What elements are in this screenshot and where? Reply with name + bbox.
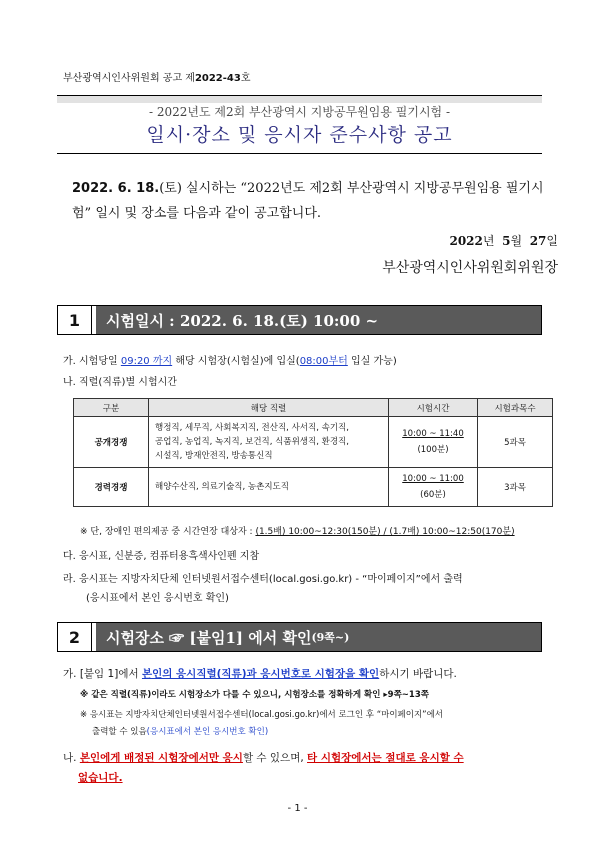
intro-day: (토) [159, 181, 182, 196]
intro-text: 실시하는 “2022년도 제2회 부산광역시 지방공무원임용 필기시험” 일시 및 장소를 다음과 같이 공고합니다. [72, 181, 544, 221]
row1-time-range: 10:00 ~ 11:40 [402, 429, 464, 439]
s1-note-prefix: ※ 단, 장애인 편의제공 중 시간연장 대상자 : [80, 527, 256, 537]
row2-duration: (60분) [420, 490, 446, 500]
s1-note [80, 524, 515, 537]
s1-item-ra-1: 라. 응시표는 지방자치단체 인터넷원서접수센터(local.gosi.go.kr) - “마이페이지”에서 출력 [63, 574, 463, 585]
s1-ga-time2: 08:00부터 [299, 356, 348, 367]
section2-heading [96, 623, 541, 651]
page-title: 일시·장소 및 응시자 준수사항 공고 [146, 124, 453, 146]
date-year-unit: 년 [482, 234, 495, 248]
s2-na-mid: 할 수 있으며, [242, 752, 308, 764]
page-number: - 1 - [287, 803, 308, 814]
s2-note2-prefix: 출력할 수 있음 [92, 727, 147, 737]
s2-na-red2: 타 시험장에서는 절대로 응시할 수 [307, 752, 464, 764]
row2-time [389, 468, 478, 507]
s2-heading-b: [붙임1] 에서 확인 [189, 628, 312, 647]
s1-note-detail: (1.5배) 10:00~12:30(150분) / (1.7배) 10:00~12:50(170분) [255, 527, 515, 537]
row2-jobs [149, 468, 389, 507]
signatory: 부산광역시인사위원회위원장 [382, 260, 558, 276]
s2-na-red1: 본인에게 배정된 시험장에서만 응시 [79, 752, 243, 764]
notice-suffix: 호 [240, 73, 251, 84]
th-subjects: 시험과목수 [478, 399, 553, 417]
date-month: 5 [502, 234, 511, 248]
s1-item-na: 나. 직렬(직류)별 시험시간 [63, 377, 177, 388]
table-header-row [74, 399, 553, 417]
s1-ga-suffix: 입실 가능) [347, 356, 397, 367]
row1-jobs-line1: 행정직, 세무직, 사회복지직, 전산직, 사서직, 속기직, [155, 423, 349, 433]
row1-category: 공개경쟁 [74, 417, 149, 468]
s2-note2-emph: (응시표에서 본인 응시번호 확인) [146, 727, 269, 737]
intro-paragraph [72, 176, 552, 226]
s1-item-ra-2: (응시표에서 본인 응시번호 확인) [86, 593, 229, 604]
row2-time-range: 10:00 ~ 11:00 [402, 474, 464, 484]
row1-time [389, 417, 478, 468]
s2-ga-suffix: 하시기 바랍니다. [379, 668, 457, 680]
s2-na-prefix: 나. [63, 752, 80, 764]
title-shade [57, 96, 542, 103]
th-time: 시험시간 [389, 399, 478, 417]
row2-subjects: 3과목 [478, 468, 553, 507]
row2-category: 경력경쟁 [74, 468, 149, 507]
th-category: 구분 [74, 399, 149, 417]
title-box [57, 95, 542, 154]
announce-date [449, 232, 558, 249]
section1-heading: 시험일시 : 2022. 6. 18.(토) 10:00 ~ [96, 306, 541, 334]
exam-schedule-table [73, 398, 553, 507]
row1-subjects: 5과목 [478, 417, 553, 468]
subtitle: - 2022년도 제2회 부산광역시 지방공무원임용 필기시험 - [148, 105, 450, 119]
s1-item-da: 다. 응시표, 신분증, 컴퓨터용흑색사인펜 지참 [63, 551, 260, 562]
section1-header [57, 305, 542, 335]
row1-jobs-line3: 시설직, 방재안전직, 방송통신직 [155, 451, 273, 461]
intro-date: 2022. 6. 18. [72, 181, 160, 196]
row1-duration: (100분) [417, 445, 449, 455]
date-year: 2022 [449, 234, 483, 248]
row1-jobs [149, 417, 389, 468]
s2-note2-line1: ※ 응시표는 지방자치단체인터넷원서접수센터(local.gosi.go.kr)에서 로그인 후 “마이페이지”에서 [80, 710, 443, 720]
date-day-unit: 일 [546, 234, 558, 248]
s2-note1: ※ 같은 직렬(직류)이라도 시험장소가 다를 수 있으니, 시험장소를 정확하게 확인 ▸9쪽~13쪽 [80, 690, 429, 700]
section2-header [57, 622, 542, 652]
s2-item-na [63, 750, 464, 765]
date-day: 27 [529, 234, 547, 248]
s1-ga-prefix: 가. 시험당일 [63, 356, 121, 367]
s2-heading-c: (9쪽~) [311, 631, 350, 644]
s2-note2-line2 [92, 725, 268, 737]
row2-jobs-line1: 해양수산직, 의료기술직, 농촌지도직 [155, 482, 289, 492]
section2-number: 2 [58, 623, 92, 651]
s1-ga-time: 09:20 까지 [120, 356, 173, 367]
s2-item-ga [63, 666, 457, 681]
s1-ga-mid: 해당 시험장(시험실)에 입실( [172, 356, 300, 367]
notice-num: 2022-43 [194, 73, 241, 84]
th-jobs: 해당 직렬 [149, 399, 389, 417]
s2-ga-emph: 본인의 응시직렬(직류)과 응시번호로 시험장을 확인 [141, 668, 380, 680]
s2-ga-prefix: 가. [붙임 1]에서 [63, 668, 142, 680]
date-month-unit: 월 [510, 234, 523, 248]
table-row [74, 468, 553, 507]
notice-prefix: 부산광역시인사위원회 공고 제 [63, 73, 195, 84]
s1-item-ga [63, 352, 397, 367]
s2-heading-a: 시험장소 ☞ [106, 628, 185, 647]
section1-number: 1 [58, 306, 92, 334]
notice-number [63, 69, 251, 84]
s2-item-na-cont [78, 770, 123, 785]
row1-jobs-line2: 공업직, 농업직, 녹지직, 보건직, 식품위생직, 환경직, [155, 437, 349, 447]
table-row [74, 417, 553, 468]
s2-na-red3: 없습니다. [78, 772, 123, 784]
